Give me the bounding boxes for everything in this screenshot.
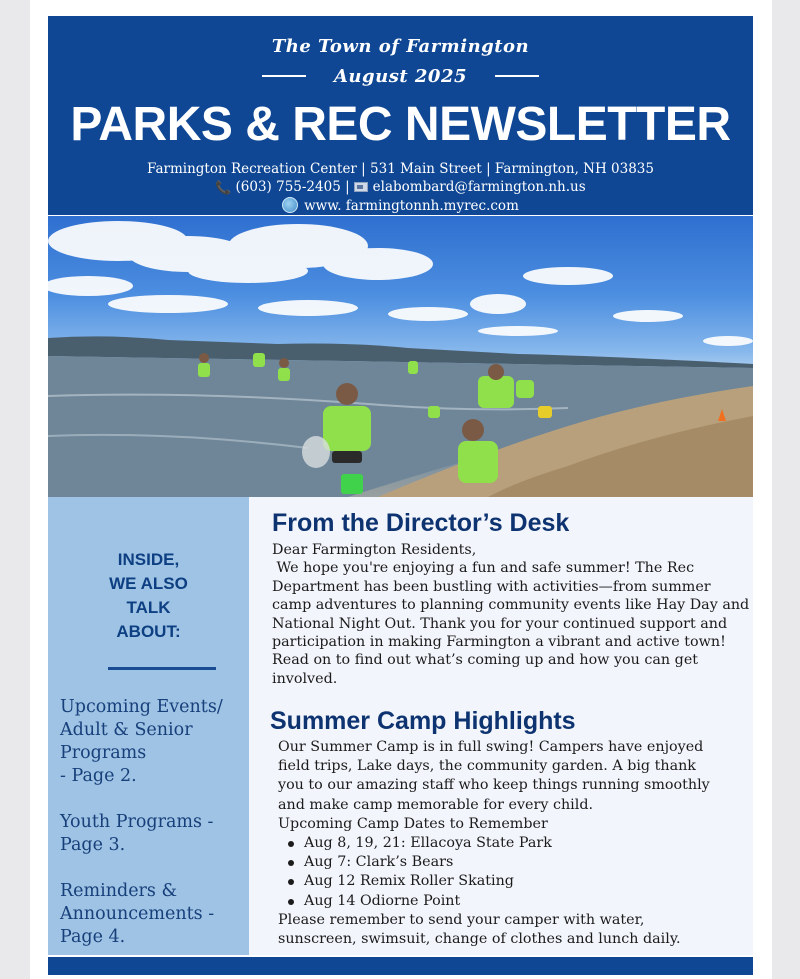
camp-line: you to our amazing staff who keep things running smoothly: [278, 777, 710, 794]
letter-line: National Night Out. Thank you for your continued support and: [272, 615, 728, 632]
toc-item-events: [60, 696, 248, 788]
town-name: The Town of Farmington: [271, 36, 530, 57]
address-line: Farmington Recreation Center | 531 Main Street | Farmington, NH 03835: [147, 161, 654, 177]
inside-line: WE ALSO: [109, 574, 188, 593]
email-icon: [354, 182, 368, 192]
letter-line: participation in making Farmington a vibrant and active town!: [272, 634, 726, 651]
camp-line: Our Summer Camp is in full swing! Campers have enjoyed: [278, 739, 704, 755]
toc-item-reminders: [60, 880, 248, 949]
letter-line: camp adventures to planning community events like Hay Day and: [272, 597, 750, 614]
beach-photo-illustration: [48, 216, 753, 497]
list-item: Aug 8, 19, 21: Ellacoya State Park: [286, 834, 760, 853]
footer-bar: [48, 957, 753, 975]
camp-dates-list: [286, 834, 760, 911]
newsletter-header: [48, 16, 753, 215]
list-item: Aug 12 Remix Roller Skating: [286, 872, 760, 891]
camp-closing-line: Please remember to send your camper with water,: [278, 911, 645, 928]
email-link[interactable]: elabombard@farmington.nh.us: [372, 179, 586, 195]
toc-line: Youth Programs -: [60, 812, 214, 832]
camp-dates-label: Upcoming Camp Dates to Remember: [278, 815, 548, 832]
newsletter-title: PARKS & REC NEWSLETTER: [70, 98, 731, 151]
main-content: [249, 497, 753, 955]
toc-line: - Page 2.: [60, 766, 137, 786]
letter-line: involved.: [272, 670, 338, 687]
table-of-contents: [60, 696, 248, 972]
director-heading: From the Director’s Desk: [272, 509, 570, 537]
toc-line: Page 3.: [60, 835, 126, 855]
inside-line: ABOUT:: [116, 622, 181, 641]
letter-line: Read on to find out what’s coming up and how you can get: [272, 652, 699, 669]
beach-photo: [48, 216, 753, 497]
director-letter: [272, 541, 762, 688]
toc-line: Page 4.: [60, 927, 126, 947]
sidebar-divider: [108, 667, 216, 670]
website-line: [48, 197, 753, 214]
sidebar: [48, 497, 249, 955]
toc-line: Announcements -: [60, 904, 215, 924]
toc-line: Reminders &: [60, 881, 178, 901]
toc-line: Programs: [60, 743, 147, 763]
inside-heading: [48, 548, 249, 644]
camp-closing-line: sunscreen, swimsuit, change of clothes and lunch daily.: [278, 931, 681, 948]
phone-number: (603) 755-2405 |: [235, 179, 350, 195]
letter-line: Dear Farmington Residents,: [272, 542, 477, 558]
list-item: Aug 7: Clark’s Bears: [286, 853, 760, 872]
inside-line: INSIDE,: [117, 550, 180, 569]
list-item: Aug 14 Odiorne Point: [286, 892, 760, 911]
date-rule-right: [495, 75, 539, 77]
green-bucket: [341, 474, 363, 494]
date-rule-left: [262, 75, 306, 77]
camp-line: and make camp memorable for every child.: [278, 796, 594, 813]
toc-line: Adult & Senior: [60, 720, 193, 740]
camp-section: [278, 738, 760, 949]
letter-line: We hope you're enjoying a fun and safe summer! The Rec: [272, 560, 695, 577]
issue-date: August 2025: [333, 65, 468, 87]
camp-heading: Summer Camp Highlights: [270, 707, 576, 735]
camp-line: field trips, Lake days, the community garden. A big thank: [278, 758, 696, 775]
globe-icon: [282, 197, 298, 213]
inside-line: TALK: [126, 598, 171, 617]
yellow-bucket: [538, 406, 552, 418]
website-link[interactable]: www. farmingtonnh.myrec.com: [304, 198, 519, 214]
letter-line: Department has been bustling with activities—from summer: [272, 578, 711, 595]
phone-icon: 📞: [215, 181, 232, 196]
toc-line: Upcoming Events/: [60, 697, 223, 717]
contact-line: [48, 179, 753, 196]
issue-date-row: [48, 64, 753, 88]
toc-item-youth: [60, 811, 248, 857]
